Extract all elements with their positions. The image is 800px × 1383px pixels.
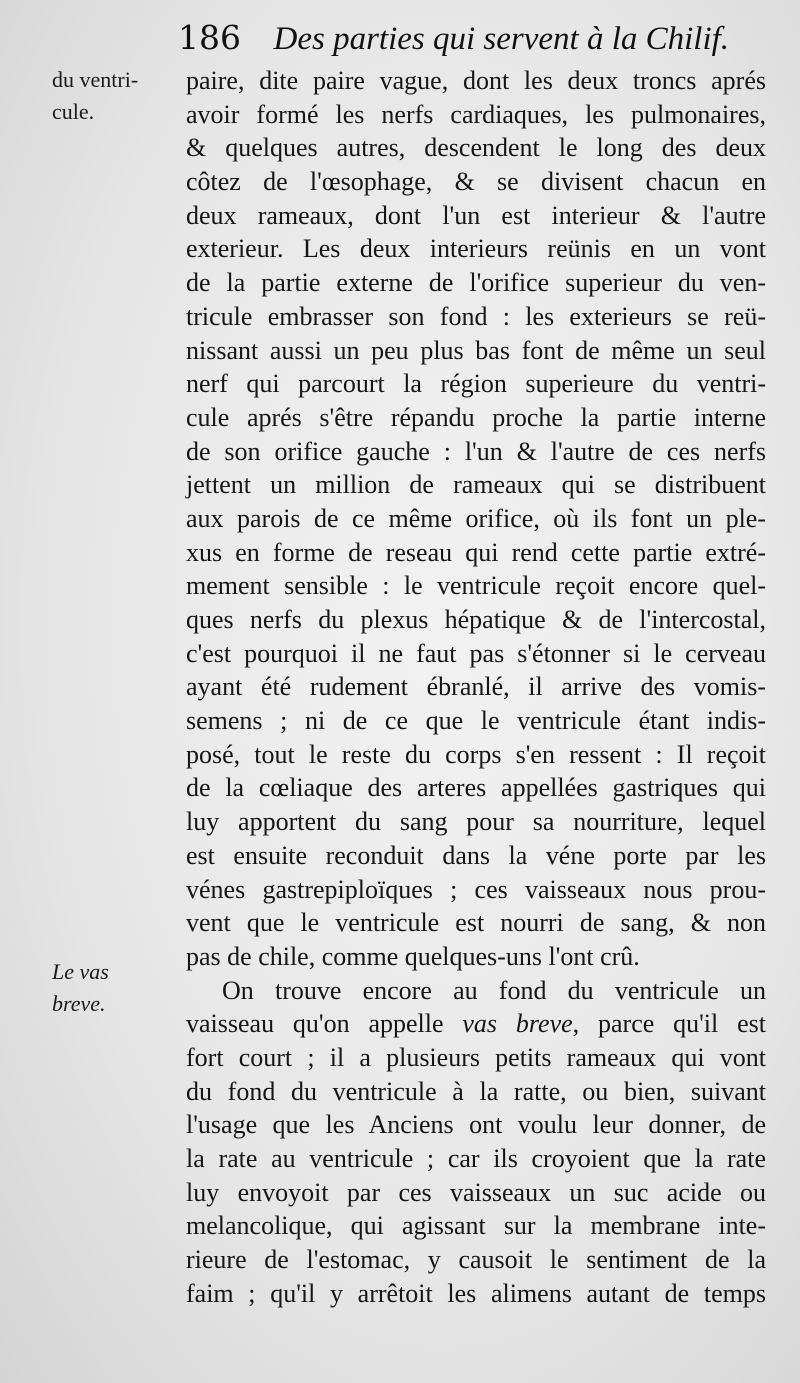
text-line: rieure de l'estomac, y causoit le sentiment de la (186, 1245, 766, 1275)
page-number: 186 (178, 18, 241, 57)
margin-note-line: du ventri- (52, 67, 139, 92)
text-line: de son orifice gauche : l'un & l'autre de ces nerfs (186, 436, 766, 466)
text-line: de la partie externe de l'orifice superieur du ven- (186, 268, 766, 298)
margin-note-vas-breve (52, 956, 170, 1020)
text-line: l'usage que les Anciens ont voulu leur donner, de (186, 1110, 766, 1140)
margin-note-line: breve. (52, 991, 106, 1016)
running-title: Des parties qui servent à la Chilif. (273, 21, 730, 57)
page-header (178, 18, 730, 58)
text-line: aux parois de ce même orifice, où ils font un ple- (186, 503, 766, 533)
text-line: ayant été rudement ébranlé, il arrive des vomis- (186, 672, 766, 702)
text-line: avoir formé les nerfs cardiaques, les pulmonaires, (186, 99, 766, 129)
text-line: luy apportent du sang pour sa nourriture, lequel (186, 807, 766, 837)
text-line: faim ; qu'il y arrêtoit les alimens autant de temps (186, 1278, 766, 1308)
text-line: la rate au ventricule ; car ils croyoient que la rate (186, 1144, 766, 1173)
body-text (186, 64, 766, 1310)
text-line: semens ; ni de ce que le ventricule étant indis- (186, 706, 766, 736)
text-line: fort court ; il a plusieurs petits rameaux qui vont (186, 1042, 766, 1072)
text-line: On trouve encore au fond du ventricule un (222, 975, 766, 1005)
text-line: deux rameaux, dont l'un est interieur & l'autre (186, 200, 766, 230)
text-line: mement sensible : le ventricule reçoit encore quel- (186, 571, 766, 601)
text-line: de la cœliaque des arteres appellées gastriques qui (186, 773, 766, 803)
text-line: melancolique, qui agissant sur la membrane inte- (186, 1211, 766, 1241)
text-line: nerf qui parcourt la région superieure du ventri- (186, 369, 766, 399)
margin-note-ventricule (52, 64, 170, 128)
text-line: est ensuite reconduit dans la véne porte par les (186, 840, 766, 870)
text-line: paire, dite paire vague, dont les deux troncs aprés (186, 66, 766, 95)
text-line: vénes gastrepiploïques ; ces vaisseaux nous prou- (186, 874, 766, 904)
text-line: vent que le ventricule est nourri de sang, & non (186, 908, 766, 938)
text-line: & quelques autres, descendent le long des deux (186, 133, 766, 163)
text-line: nissant aussi un peu plus bas font de même un seul (186, 335, 766, 365)
text-line: ques nerfs du plexus hépatique & de l'intercostal, (186, 605, 766, 634)
text-line: xus en forme de reseau qui rend cette partie extré- (186, 537, 766, 567)
text-line: jettent un million de rameaux qui se distribuent (186, 470, 766, 500)
text-line: côtez de l'œsophage, & se divisent chacun en (186, 167, 766, 197)
text-line: tricule embrasser son fond : les exterieurs se reü- (186, 301, 766, 331)
text-line: luy envoyoit par ces vaisseaux un suc acide ou (186, 1177, 766, 1207)
text-line: pas de chile, comme quelques-uns l'ont crû. (186, 941, 640, 971)
text-line: du fond du ventricule à la ratte, ou bien, suivant (186, 1076, 766, 1106)
text-line: c'est pourquoi il ne faut pas s'étonner si le cerveau (186, 638, 766, 668)
text-line: cule aprés s'être répandu proche la partie interne (186, 402, 766, 432)
text-line: posé, tout le reste du corps s'en ressent : Il reçoit (186, 739, 766, 769)
text-line: exterieur. Les deux interieurs reünis en un vont (186, 234, 766, 264)
margin-note-line: Le vas (52, 959, 109, 984)
margin-note-line: cule. (52, 99, 95, 124)
text-line: vaisseau qu'on appelle vas breve, parce qu'il est (186, 1009, 766, 1039)
